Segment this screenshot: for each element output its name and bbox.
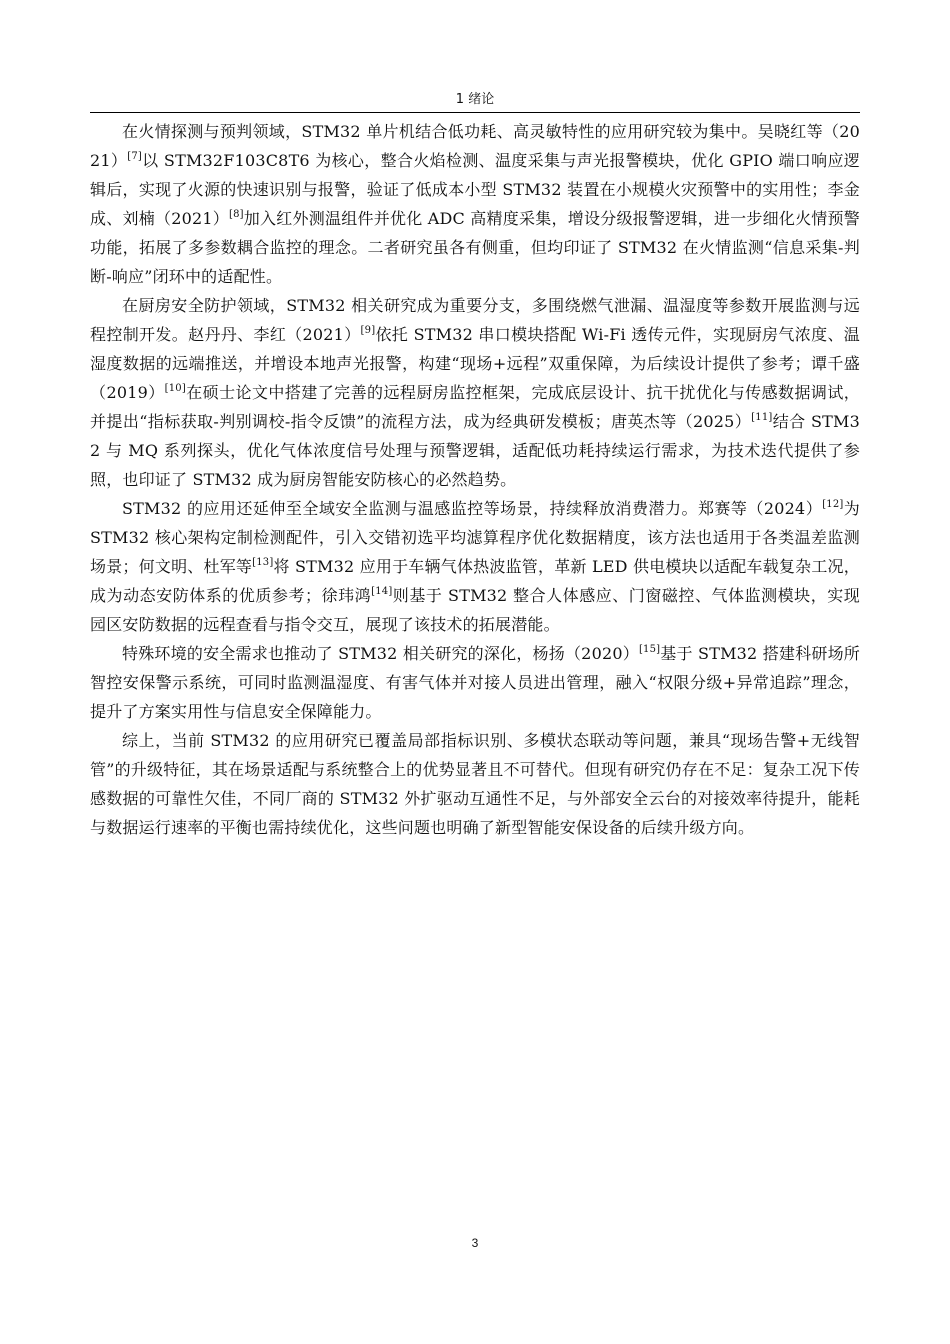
paragraph xyxy=(90,726,860,842)
citation-ref: [14] xyxy=(371,586,393,597)
paragraph-text: 在硕士论文中搭建了完善的远程厨房监控框架，完成底层设计、抗干扰优化与传感数据调试，并提出“指标获取-判别调校-指令反馈”的流程方法，成为经典研发模板；唐英杰等（2025） xyxy=(90,383,860,431)
paragraph-text: 在火情探测与预判领域，STM32 单片机结合低功耗、高灵敏特性的应用研究较为集中。吴晓红等（2021） xyxy=(90,122,860,170)
paragraph xyxy=(90,117,860,291)
paragraph-text: 特殊环境的安全需求也推动了 STM32 相关研究的深化，杨扬（2020） xyxy=(122,644,639,663)
paragraph-text: STM32 的应用还延伸至全域安全监测与温感监控等场景，持续释放消费潜力。郑赛等（2024） xyxy=(122,499,823,518)
paragraph-text: 在厨房安全防护领域，STM32 相关研究成为重要分支，多围绕燃气泄漏、温湿度等参数开展监测与远程控制开发。赵丹丹、李红（2021） xyxy=(90,296,860,344)
citation-ref: [10] xyxy=(164,383,186,394)
paragraph xyxy=(90,494,860,639)
paragraph-text: 依托 STM32 串口模块搭配 Wi-Fi 透传元件，实现厨房气浓度、温湿度数据的远端推送，并增设本地声光报警，构建“现场+远程”双重保障，为后续设计提供了参考；谭千盛（2019） xyxy=(90,325,860,402)
paragraph-text: 则基于 STM32 整合人体感应、门窗磁控、气体监测模块，实现园区安防数据的远程查看与指令交互，展现了该技术的拓展潜能。 xyxy=(90,586,860,634)
citation-ref: [9] xyxy=(360,325,376,336)
body-text xyxy=(90,117,860,842)
citation-ref: [12] xyxy=(822,499,844,510)
paragraph xyxy=(90,639,860,726)
paragraph-text: 基于 STM32 搭建科研场所智控安保警示系统，可同时监测温湿度、有害气体并对接人员进出管理，融入“权限分级+异常追踪”理念，提升了方案实用性与信息安全保障能力。 xyxy=(90,644,860,721)
citation-ref: [8] xyxy=(229,209,244,220)
paragraph-text: 将 STM32 应用于车辆气体热波监管，革新 LED 供电模块以适配车载复杂工况，成为动态安防体系的优质参考；徐玮鸿 xyxy=(90,557,860,605)
paragraph-text: 加入红外测温组件并优化 ADC 高精度采集，增设分级报警逻辑，进一步细化火情预警功能，拓展了多参数耦合监控的理念。二者研究虽各有侧重，但均印证了 STM32 在火情监测“信息采集-判断-响应”闭环中的适配性。 xyxy=(90,209,860,286)
running-header: 1 绪论 xyxy=(90,90,860,113)
citation-ref: [15] xyxy=(638,644,661,655)
page-number: 3 xyxy=(471,1236,479,1250)
paragraph-text: 结合 STM32 与 MQ 系列探头，优化气体浓度信号处理与预警逻辑，适配低功耗持续运行需求，为技术迭代提供了参照，也印证了 STM32 成为厨房智能安防核心的必然趋势。 xyxy=(90,412,860,489)
paragraph-text: 为 STM32 核心架构定制检测配件，引入交错初选平均滤算程序优化数据精度，该方法也适用于各类温差监测场景；何文明、杜军等 xyxy=(90,499,861,576)
citation-ref: [11] xyxy=(751,412,773,423)
paragraph-text: 综上，当前 STM32 的应用研究已覆盖局部指标识别、多模状态联动等问题，兼具“现场告警+无线智管”的升级特征，其在场景适配与系统整合上的优势显著且不可替代。但现有研究仍存在不足：复杂工况下传感数据的可靠性欠佳，不同厂商的 STM32 外扩驱动互通性不足，与外部安全云台的对接效率待提升，能耗与数据运行速率的平衡也需持续优化，这些问题也明确了新型智能安保设备的后续升级方向。 xyxy=(90,731,860,837)
citation-ref: [7] xyxy=(127,151,143,162)
paragraph-text: 以 STM32F103C8T6 为核心，整合火焰检测、温度采集与声光报警模块，优化 GPIO 端口响应逻辑后，实现了火源的快速识别与报警，验证了低成本小型 STM32 装置在小规模火灾预警中的实用性；李金成、刘楠（2021） xyxy=(90,151,860,228)
citation-ref: [13] xyxy=(252,557,274,568)
paragraph xyxy=(90,291,860,494)
